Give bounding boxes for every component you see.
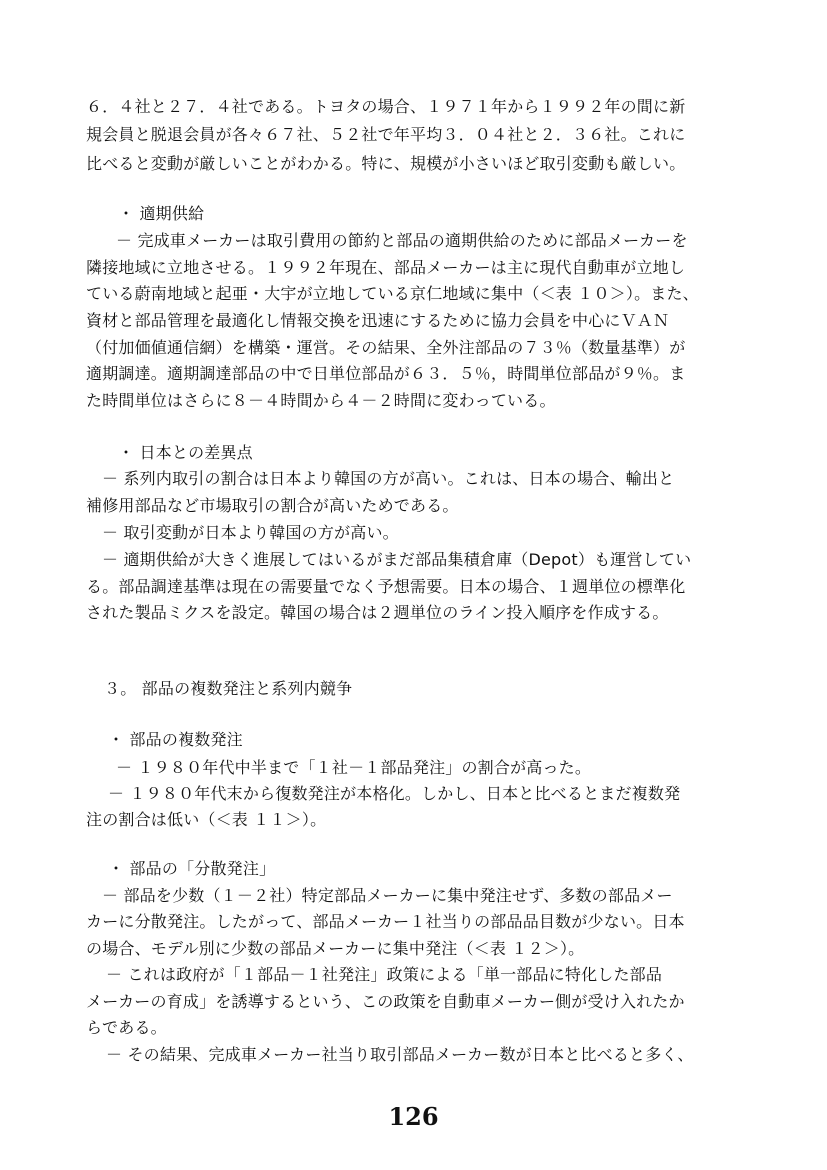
text-line: カーに分散発注。したがって、部品メーカー１社当りの部品品目数が少ない。日本 — [86, 912, 685, 931]
text-line: － １９８０年代末から復数発注が本格化。しかし、日本と比べるとまだ複数発 — [108, 784, 681, 803]
text-line: 比べると変動が厳しいことがわかる。特に、規模が小さいほど取引変動も厳しい。 — [86, 154, 686, 173]
text-line: 資材と部品管理を最適化し情報交換を迅速にするために協力会員を中心にＶＡＮ — [86, 311, 670, 330]
text-line: メーカーの育成」を誘導するという、この政策を自動車メーカー側が受け入れたか — [86, 992, 685, 1011]
text-line: 隣接地域に立地させる。１９９２年現在、部品メーカーは主に現代自動車が立地し — [86, 258, 686, 277]
subsection-heading: ・ 部品の複数発注 — [108, 730, 243, 749]
subsection-heading: ・ 日本との差異点 — [118, 443, 253, 462]
text-line: － 完成車メーカーは取引費用の節約と部品の適期供給のために部品メーカーを — [116, 231, 688, 250]
text-line: － 取引変動が日本より韓国の方が高い。 — [102, 523, 399, 542]
text-line: （付加価値通信網）を構築・運営。その結果、全外注部品の７３％（数量基準）が — [86, 338, 686, 357]
text-line: された製品ミクスを設定。韓国の場合は２週単位のライン投入順序を作成する。 — [86, 603, 669, 622]
text-line: － これは政府が「１部品－１社発注」政策による「単一部品に特化した部品 — [106, 965, 663, 984]
page-number: 126 — [388, 1102, 439, 1131]
text-line: － その結果、完成車メーカー社当り取引部品メーカー数が日本と比べると多く、 — [106, 1045, 694, 1064]
text-line: の場合、モデル別に少数の部品メーカーに集中発注（＜表 １２＞）。 — [86, 939, 585, 958]
text-line: た時間単位はさらに８－４時間から４－２時間に変わっている。 — [86, 391, 556, 410]
subsection-heading: ・ 部品の「分散発注」 — [108, 859, 276, 878]
text-line: － 系列内取引の割合は日本より韓国の方が高い。これは、日本の場合、輸出と — [102, 469, 675, 488]
text-line: ている蔚南地域と起亜・大宇が立地している京仁地域に集中（＜表 １０＞）。また、 — [86, 284, 699, 303]
text-line: － 適期供給が大きく進展してはいるがまだ部品集積倉庫（Depot）も運営してい — [102, 550, 692, 569]
text-line: 規会員と脱退会員が各々６７社、５２社で年平均３．０４社と２．３６社。これに — [86, 125, 686, 144]
text-line: 注の割合は低い（＜表 １１＞）。 — [86, 810, 327, 829]
subsection-heading: ・ 適期供給 — [118, 204, 205, 223]
text-line: らである。 — [86, 1018, 167, 1037]
section-heading: ３。 部品の複数発注と系列内競争 — [104, 679, 353, 698]
text-line: 適期調達。適期調達部品の中で日単位部品が６３．５％，時間単位部品が９％。ま — [86, 364, 686, 383]
text-line: － １９８０年代中半まで「１社－１部品発注」の割合が高った。 — [116, 758, 592, 777]
text-line: 補修用部品など市場取引の割合が高いためである。 — [86, 496, 459, 515]
text-line: － 部品を少数（１－２社）特定部品メーカーに集中発注せず、多数の部品メー — [102, 886, 673, 905]
text-line: る。部品調達基準は現在の需要量でなく予想需要。日本の場合、１週単位の標準化 — [86, 577, 686, 596]
text-line: ６．４社と２７．４社である。トヨタの場合、１９７１年から１９９２年の間に新 — [86, 97, 686, 116]
